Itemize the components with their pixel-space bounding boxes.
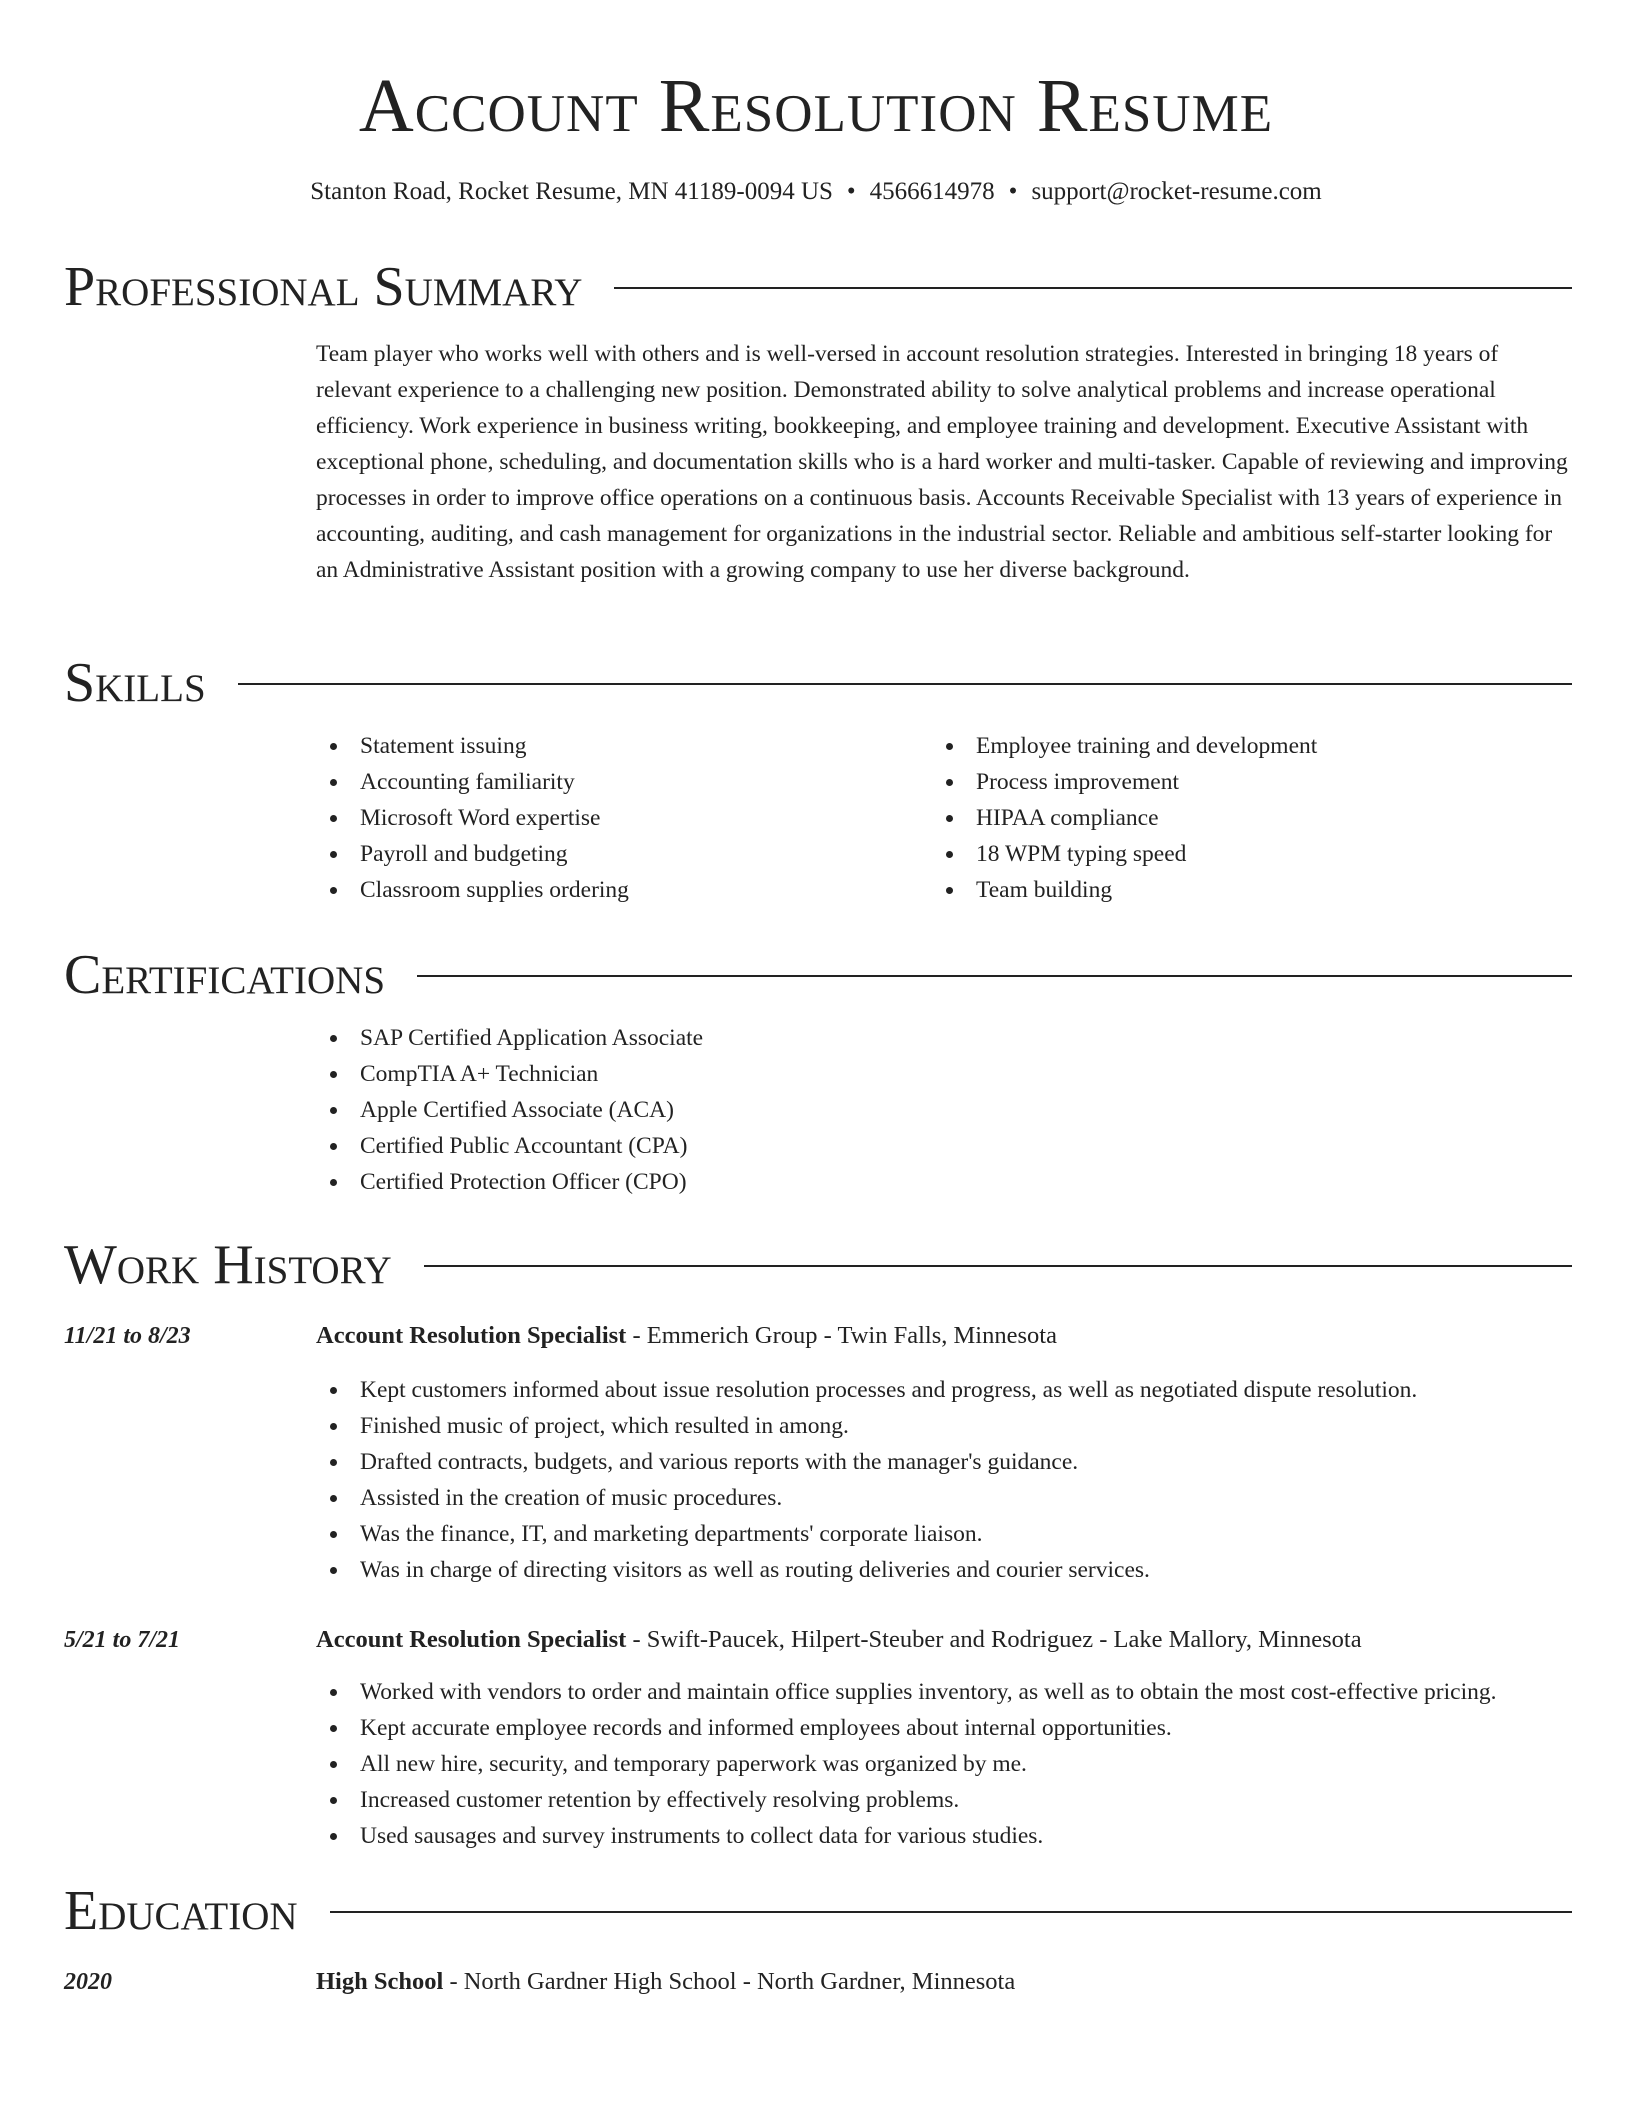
certification-item: Certified Public Accountant (CPA) [316,1128,703,1164]
section-divider [417,975,1572,977]
education-section-header [64,1876,1572,1946]
contact-email: support@rocket-resume.com [1031,178,1322,205]
job-heading [316,1622,1362,1658]
section-title-summary: Professional Summary [64,256,583,318]
contact-address: Stanton Road, Rocket Resume, MN 41189-0094 US [310,178,833,205]
job-bullets [316,1674,1496,1854]
certifications-list [316,1020,703,1200]
contact-line [0,176,1632,208]
job-bullet: Assisted in the creation of music procedures. [316,1480,1417,1516]
job-title: Account Resolution Specialist [316,1626,627,1653]
job-bullet: All new hire, security, and temporary paperwork was organized by me. [316,1746,1496,1782]
skill-item: Statement issuing [316,728,629,764]
section-divider [614,287,1572,289]
education-degree: High School [316,1968,444,1995]
skill-item: HIPAA compliance [932,800,1317,836]
skill-item: Microsoft Word expertise [316,800,629,836]
certifications-section-header [64,940,1572,1010]
education-heading [316,1964,1015,2000]
job-details: - Swift-Paucek, Hilpert-Steuber and Rodriguez - Lake Mallory, Minnesota [626,1626,1362,1653]
summary-paragraph: Team player who works well with others and is well-versed in account resolution strategies. Interested in bringing 18 years of relevant experience to a challenging new position. Demonstrated ability to solve analytical problems and increase operational efficiency. Work experience in business writing, bookkeeping, and employee training and development. Executive Assistant with exceptional phone, scheduling, and documentation skills who is a hard worker and multi-tasker. Capable of reviewing and improving processes in order to improve office operations on a continuous basis. Accounts Receivable Specialist with 13 years of experience in accounting, auditing, and cash management for organizations in the industrial sector. Reliable and ambitious self-starter looking for an Administrative Assistant position with a growing company to use her diverse background. [316,341,1568,583]
job-dates: 11/21 to 8/23 [64,1323,191,1349]
skills-section-header [64,648,1572,718]
contact-separator: • [846,178,856,205]
certification-item: SAP Certified Application Associate [316,1020,703,1056]
job-bullet: Kept accurate employee records and informed employees about internal opportunities. [316,1710,1496,1746]
job-dates: 5/21 to 7/21 [64,1627,181,1653]
certification-item: CompTIA A+ Technician [316,1056,703,1092]
job-details: - Emmerich Group - Twin Falls, Minnesota [626,1322,1057,1349]
section-divider [330,1911,1572,1913]
job-bullet: Was the finance, IT, and marketing departments' corporate liaison. [316,1516,1417,1552]
contact-phone: 4566614978 [869,178,995,205]
section-title-certifications: Certifications [64,944,386,1006]
skill-item: Employee training and development [932,728,1317,764]
summary-section-header [64,252,1572,322]
job-bullets [316,1372,1417,1588]
skill-item: Accounting familiarity [316,764,629,800]
skill-item: 18 WPM typing speed [932,836,1317,872]
job-bullet: Used sausages and survey instruments to collect data for various studies. [316,1818,1496,1854]
certification-item: Apple Certified Associate (ACA) [316,1092,703,1128]
section-divider [238,683,1572,685]
job-bullet: Worked with vendors to order and maintain office supplies inventory, as well as to obtain the most cost-effective pricing. [316,1674,1496,1710]
section-title-education: Education [64,1880,298,1942]
education-year: 2020 [64,1969,112,1995]
job-bullet: Finished music of project, which resulted in among. [316,1408,1417,1444]
section-title-work: Work History [64,1234,392,1296]
education-details: - North Gardner High School - North Gardner, Minnesota [443,1968,1016,1995]
skill-item: Team building [932,872,1317,908]
job-heading [316,1318,1057,1354]
job-bullet: Was in charge of directing visitors as well as routing deliveries and courier services. [316,1552,1417,1588]
certification-item: Certified Protection Officer (CPO) [316,1164,703,1200]
skills-column-right [932,728,1317,908]
resume-title: Account Resolution Resume [358,64,1274,148]
skill-item: Payroll and budgeting [316,836,629,872]
job-bullet: Drafted contracts, budgets, and various reports with the manager's guidance. [316,1444,1417,1480]
skills-column-left [316,728,629,908]
work-section-header [64,1230,1572,1300]
skill-item: Process improvement [932,764,1317,800]
section-title-skills: Skills [64,652,206,714]
skill-item: Classroom supplies ordering [316,872,629,908]
job-bullet: Kept customers informed about issue resolution processes and progress, as well as negotiated dispute resolution. [316,1372,1417,1408]
section-divider [424,1265,1572,1267]
job-bullet: Increased customer retention by effectively resolving problems. [316,1782,1496,1818]
contact-separator: • [1008,178,1018,205]
job-title: Account Resolution Specialist [316,1322,627,1349]
